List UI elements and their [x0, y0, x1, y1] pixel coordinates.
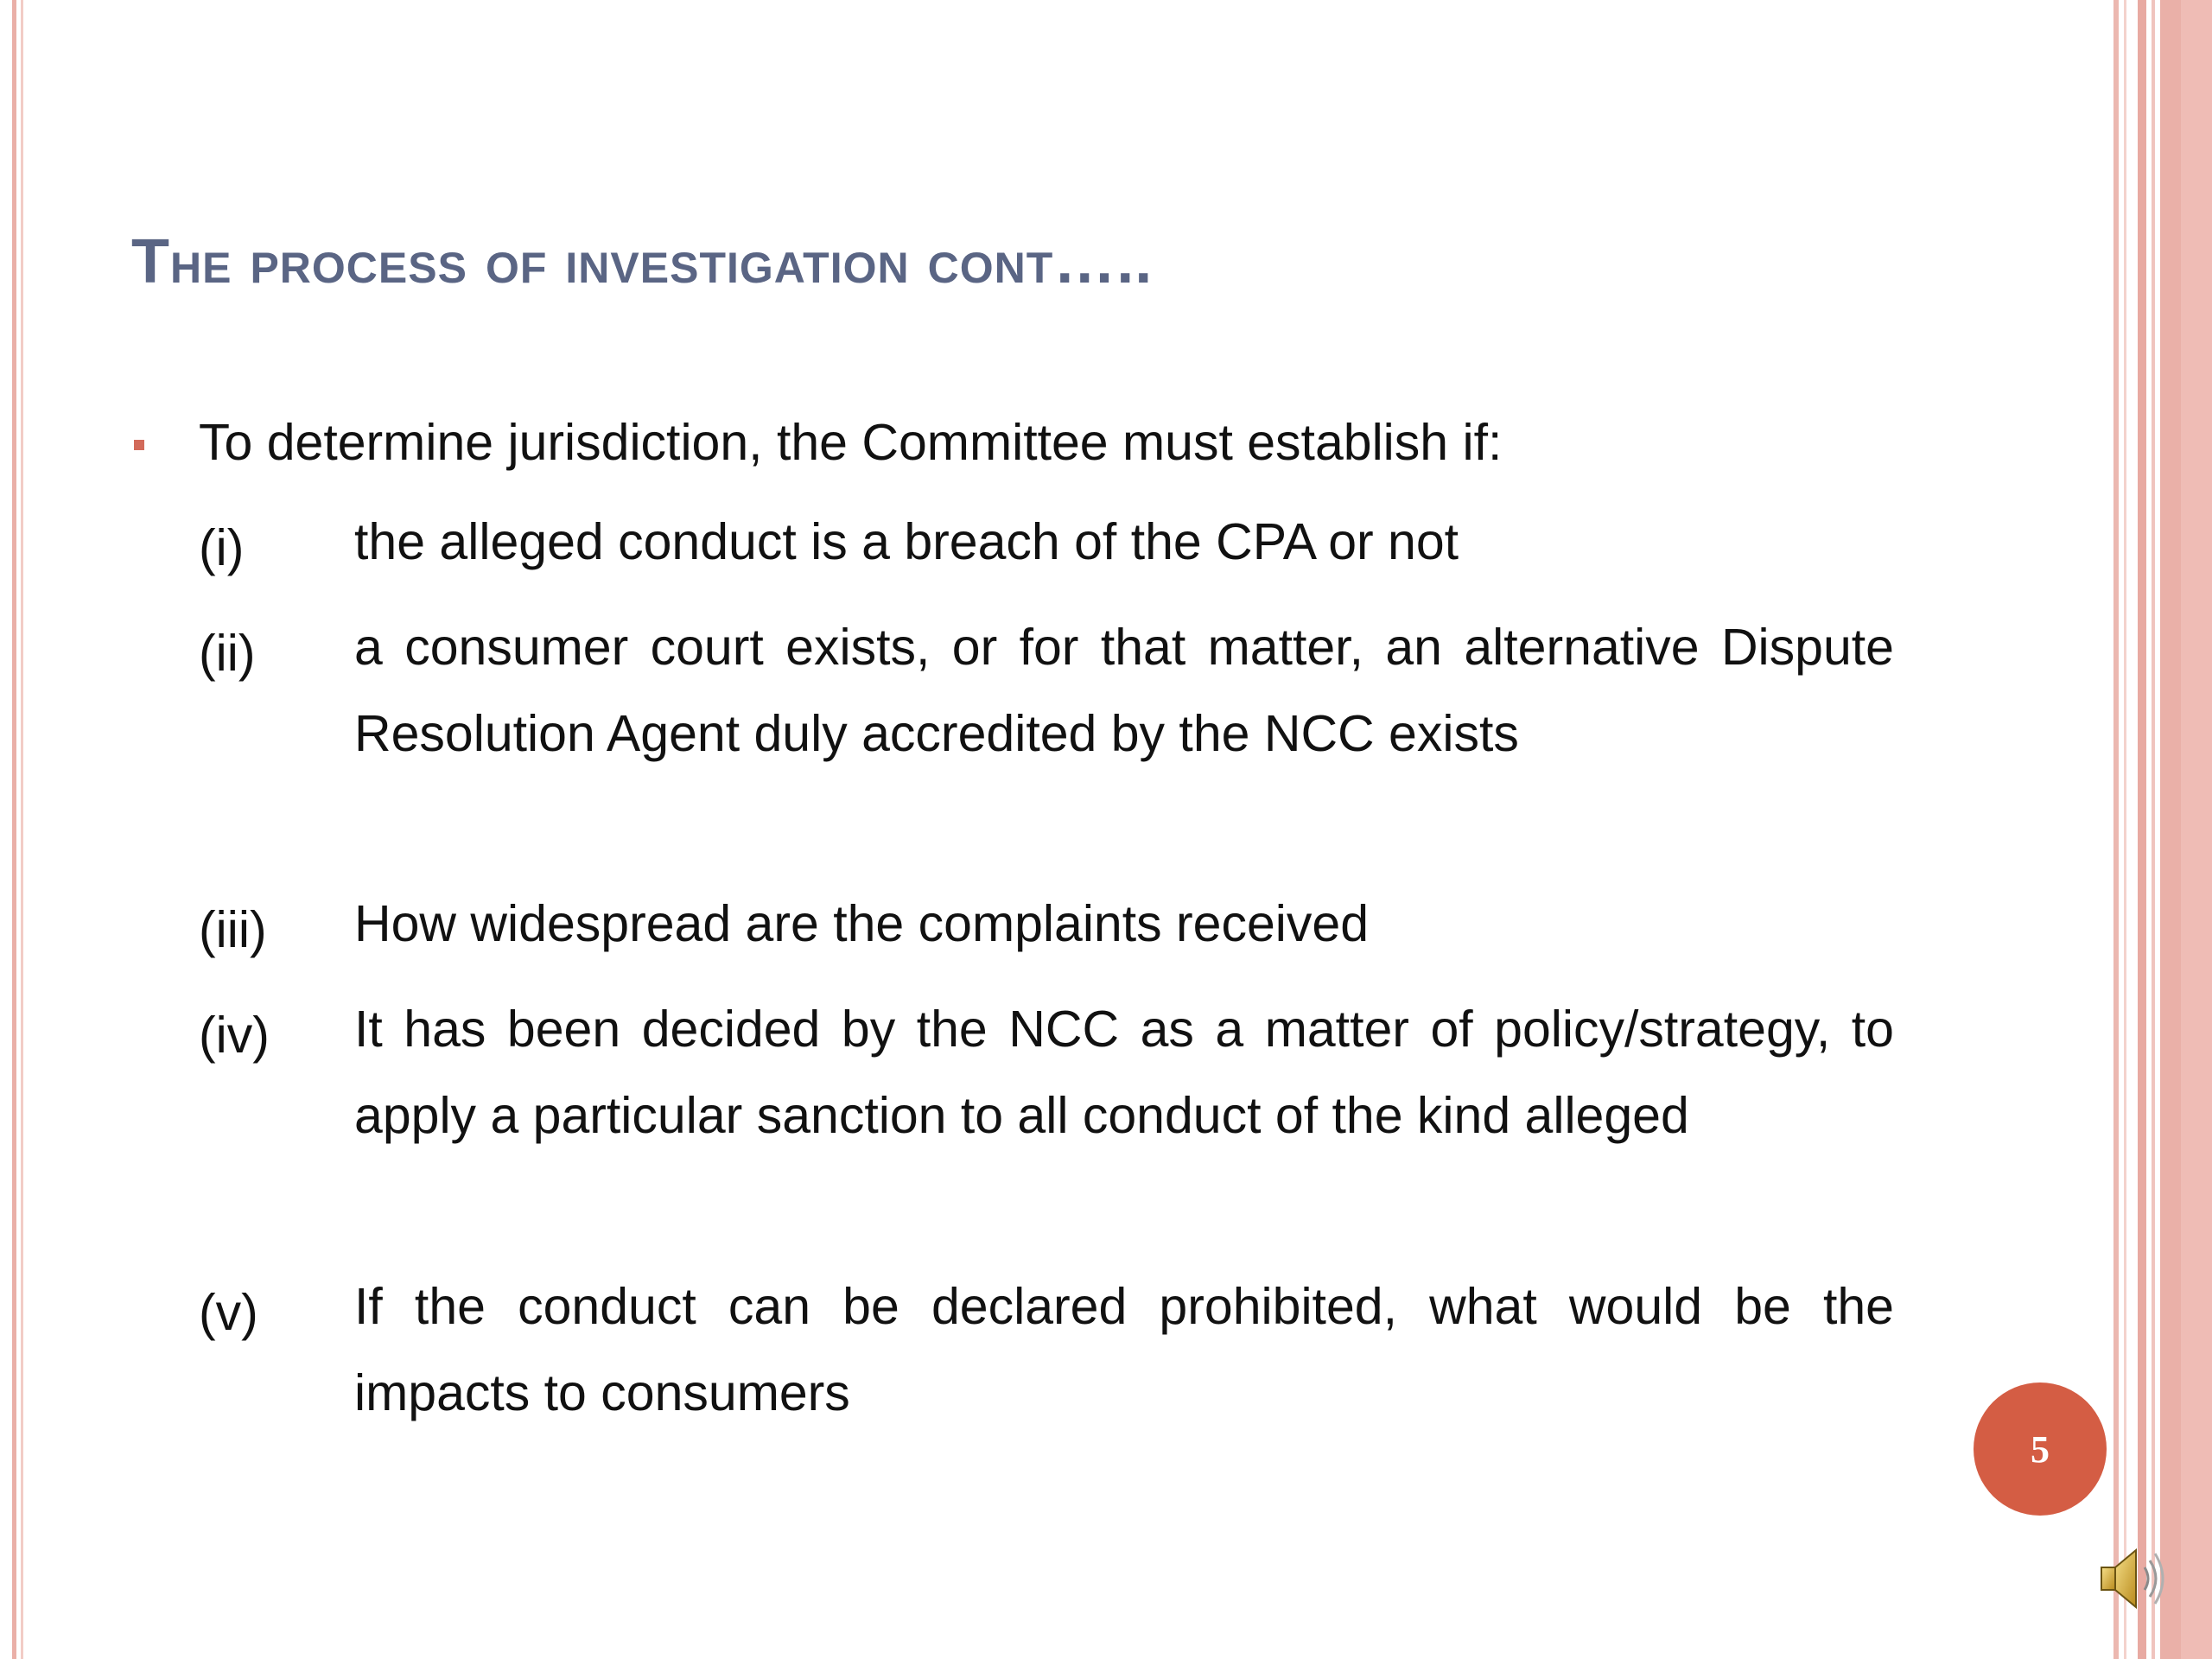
item-number: (iv) [199, 1007, 270, 1064]
square-bullet-icon [134, 440, 144, 450]
right-border-stripe [2138, 0, 2146, 1659]
left-border-stripe-thin [21, 0, 23, 1659]
intro-text: To determine jurisdiction, the Committee must establish if: [199, 414, 1503, 471]
item-number: (iii) [199, 901, 267, 958]
right-border-stripe [2124, 0, 2126, 1659]
right-border-stripe [2152, 0, 2155, 1659]
speaker-icon[interactable] [2094, 1540, 2172, 1618]
right-border-stripe [2160, 0, 2181, 1659]
right-border-stripe [2181, 0, 2212, 1659]
item-text: a consumer court exists, or for that matter, an alternative Dispute Resolution Agent duly accredited by the NCC exists [354, 619, 1894, 762]
item-number: (v) [199, 1284, 258, 1341]
item-text: the alleged conduct is a breach of the CPA or not [354, 513, 1459, 570]
item-number: (ii) [199, 625, 256, 682]
page-number-badge: 5 [1974, 1382, 2107, 1516]
slide-title: The process of investigation cont….. [131, 227, 1154, 296]
item-text: How widespread are the complaints received [354, 895, 1370, 952]
left-border-stripe [12, 0, 16, 1659]
item-text: It has been decided by the NCC as a matter of policy/strategy, to apply a particular sanction to all conduct of the kind alleged [354, 1001, 1894, 1144]
item-text: If the conduct can be declared prohibited, what would be the impacts to consumers [354, 1278, 1894, 1421]
right-border-stripe [2113, 0, 2119, 1659]
item-number: (i) [199, 519, 245, 576]
